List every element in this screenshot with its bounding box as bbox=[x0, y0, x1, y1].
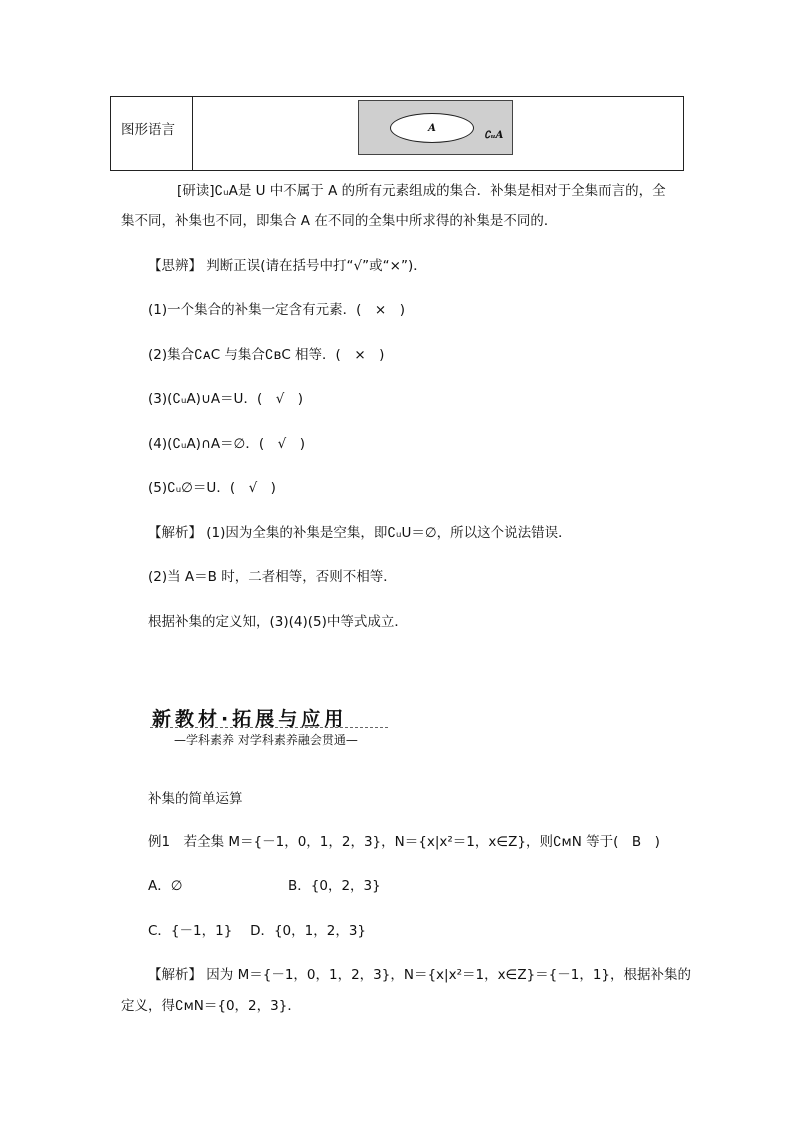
topic-title: 补集的简单运算 bbox=[148, 791, 243, 807]
option-b: B．{0，2，3} bbox=[288, 878, 381, 894]
venn-set-a bbox=[390, 113, 474, 143]
analysis1-line1: 【解析】 (1)因为全集的补集是空集，即∁ᵤU＝∅，所以这个说法错误． bbox=[148, 525, 572, 541]
judge-title: 【思辨】 判断正误(请在括号中打“√”或“×”)． bbox=[148, 258, 427, 274]
study-note-line2: 集不同，补集也不同，即集合 A 在不同的全集中所求得的补集是不同的． bbox=[121, 213, 558, 229]
venn-complement-label: ∁ᵤA bbox=[484, 130, 504, 141]
judge-item-3: (3)(∁ᵤA)∪A＝U．( √ ) bbox=[148, 391, 304, 407]
analysis1-line2: (2)当 A＝B 时，二者相等，否则不相等． bbox=[148, 569, 397, 585]
venn-set-a-label: A bbox=[428, 122, 436, 134]
judge-item-1: (1)一个集合的补集一定含有元素．( × ) bbox=[148, 302, 405, 318]
analysis2-line1: 【解析】 因为 M＝{－1，0，1，2，3}，N＝{x|x²＝1，x∈Z}＝{－1，1}，根据补集的 bbox=[148, 967, 692, 983]
analysis2-line2: 定义，得∁ᴍN＝{0，2，3}． bbox=[121, 998, 301, 1014]
table-label: 图形语言 bbox=[121, 122, 175, 138]
section-subtitle: —学科素养 对学科素养融会贯通— bbox=[174, 733, 358, 747]
option-a: A．∅ bbox=[148, 878, 183, 894]
option-cd: C．{－1，1} D．{0，1，2，3} bbox=[148, 923, 367, 939]
example-question: 例1 若全集 M＝{－1，0，1，2，3}，N＝{x|x²＝1，x∈Z}，则∁ᴍN 等于( B ) bbox=[148, 834, 660, 850]
judge-item-5: (5)∁ᵤ∅＝U．( √ ) bbox=[148, 480, 276, 496]
analysis1-line3: 根据补集的定义知，(3)(4)(5)中等式成立． bbox=[148, 614, 408, 630]
judge-item-2: (2)集合∁ᴀC 与集合∁ʙC 相等．( × ) bbox=[148, 347, 385, 363]
section-title: 新教材·拓展与应用 bbox=[152, 708, 348, 730]
table-divider bbox=[192, 96, 193, 171]
judge-item-4: (4)(∁ᵤA)∩A＝∅．( √ ) bbox=[148, 436, 305, 452]
study-note-line1: [研读]∁ᵤA是 U 中不属于 A 的所有元素组成的集合．补集是相对于全集而言的，全 bbox=[177, 183, 666, 199]
section-title-underline bbox=[150, 727, 388, 728]
